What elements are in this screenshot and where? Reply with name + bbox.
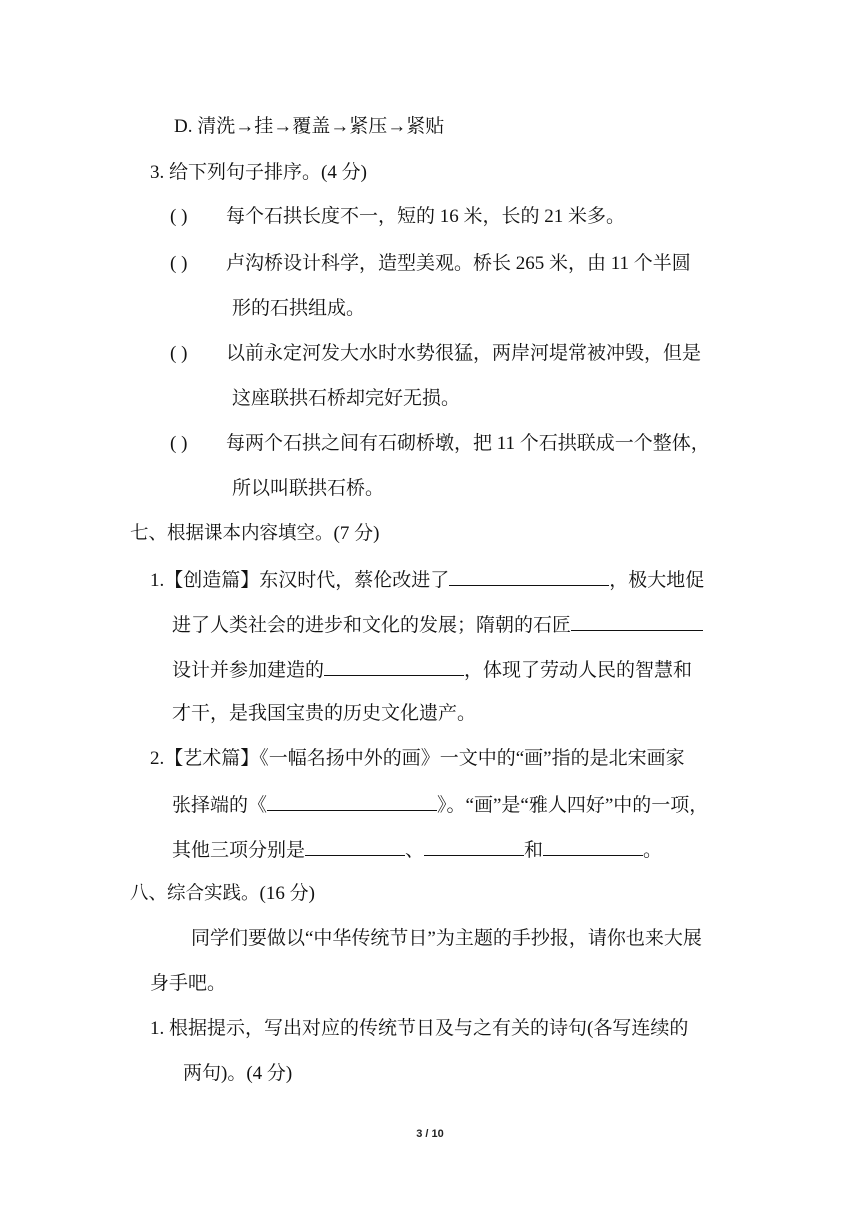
q3-item-4 bbox=[170, 431, 710, 457]
page-number: 3 / 10 bbox=[416, 1128, 444, 1140]
s7-q2-text: 、 bbox=[405, 840, 425, 861]
s7-q2-line2 bbox=[172, 791, 708, 819]
q3-item-text: 以前永定河发大水时水势很猛，两岸河堤常被冲毁，但是 bbox=[226, 343, 702, 364]
s8-intro-line1: 同学们要做以“中华传统节日”为主题的手抄报，请你也来大展 bbox=[191, 928, 702, 949]
s8-q1-line2: 两句)。(4 分) bbox=[183, 1063, 293, 1084]
q3-item-1 bbox=[170, 204, 625, 230]
answer-paren[interactable]: ( ) bbox=[170, 206, 188, 227]
section-score: (16 分) bbox=[259, 883, 315, 904]
s7-q1-line1 bbox=[150, 566, 704, 594]
section-8-heading bbox=[130, 881, 315, 907]
s8-intro-line2: 身手吧。 bbox=[150, 973, 227, 994]
q3-item-text: 每两个石拱之间有石砌桥墩，把 11 个石拱联成一个整体， bbox=[226, 433, 710, 454]
section-7-heading bbox=[130, 521, 379, 547]
q3-item-3 bbox=[170, 341, 701, 367]
s7-q1-text: 设计并参加建造的 bbox=[172, 660, 325, 681]
s7-q2-line1: 2.【艺术篇】《一幅名扬中外的画》一文中的“画”指的是北宋画家 bbox=[150, 748, 685, 769]
fill-blank[interactable] bbox=[571, 611, 703, 631]
s7-q1-text: 进了人类社会的进步和文化的发展；隋朝的石匠 bbox=[172, 615, 572, 636]
s7-q1-line3 bbox=[172, 656, 692, 684]
s7-q1-line4: 才干，是我国宝贵的历史文化遗产。 bbox=[172, 703, 477, 724]
section-title: 七、根据课本内容填空。 bbox=[130, 523, 334, 544]
fill-blank[interactable] bbox=[267, 791, 437, 811]
s7-q1-text: ，体现了劳动人民的智慧和 bbox=[464, 660, 693, 681]
section-title: 八、综合实践。 bbox=[130, 883, 260, 904]
fill-blank[interactable] bbox=[424, 836, 524, 856]
q2-option-d: D. 清洗→挂→覆盖→紧压→紧贴 bbox=[174, 116, 445, 137]
s7-q1-text: 1.【创造篇】东汉时代，蔡伦改进了 bbox=[150, 570, 450, 591]
s7-q2-text: 和 bbox=[524, 840, 544, 861]
s7-q2-text: 》。“画”是“雅人四好”中的一项， bbox=[437, 795, 709, 816]
s7-q2-text: 其他三项分别是 bbox=[172, 840, 306, 861]
fill-blank[interactable] bbox=[305, 836, 405, 856]
fill-blank[interactable] bbox=[324, 656, 464, 676]
q3-item-3-cont: 这座联拱石桥却完好无损。 bbox=[232, 388, 461, 409]
s8-q1-line1: 1. 根据提示，写出对应的传统节日及与之有关的诗句(各写连续的 bbox=[150, 1018, 689, 1039]
answer-paren[interactable]: ( ) bbox=[170, 343, 188, 364]
section-score: (7 分) bbox=[333, 523, 380, 544]
q3-item-2-cont: 形的石拱组成。 bbox=[232, 298, 366, 319]
fill-blank[interactable] bbox=[449, 566, 609, 586]
s7-q1-text: ，极大地促 bbox=[609, 570, 705, 591]
s7-q2-text: 张择端的《 bbox=[172, 795, 268, 816]
q3-item-4-cont: 所以叫联拱石桥。 bbox=[232, 478, 385, 499]
fill-blank[interactable] bbox=[543, 836, 643, 856]
s7-q2-line3 bbox=[172, 836, 662, 864]
s7-q1-line2 bbox=[172, 611, 703, 639]
q3-item-2 bbox=[170, 251, 691, 277]
q3-item-text: 卢沟桥设计科学，造型美观。桥长 265 米，由 11 个半圆 bbox=[226, 253, 691, 274]
s7-q2-text: 。 bbox=[643, 840, 663, 861]
q3-item-text: 每个石拱长度不一，短的 16 米，长的 21 米多。 bbox=[226, 206, 626, 227]
answer-paren[interactable]: ( ) bbox=[170, 433, 188, 454]
q3-title: 3. 给下列句子排序。(4 分) bbox=[150, 162, 367, 183]
answer-paren[interactable]: ( ) bbox=[170, 253, 188, 274]
